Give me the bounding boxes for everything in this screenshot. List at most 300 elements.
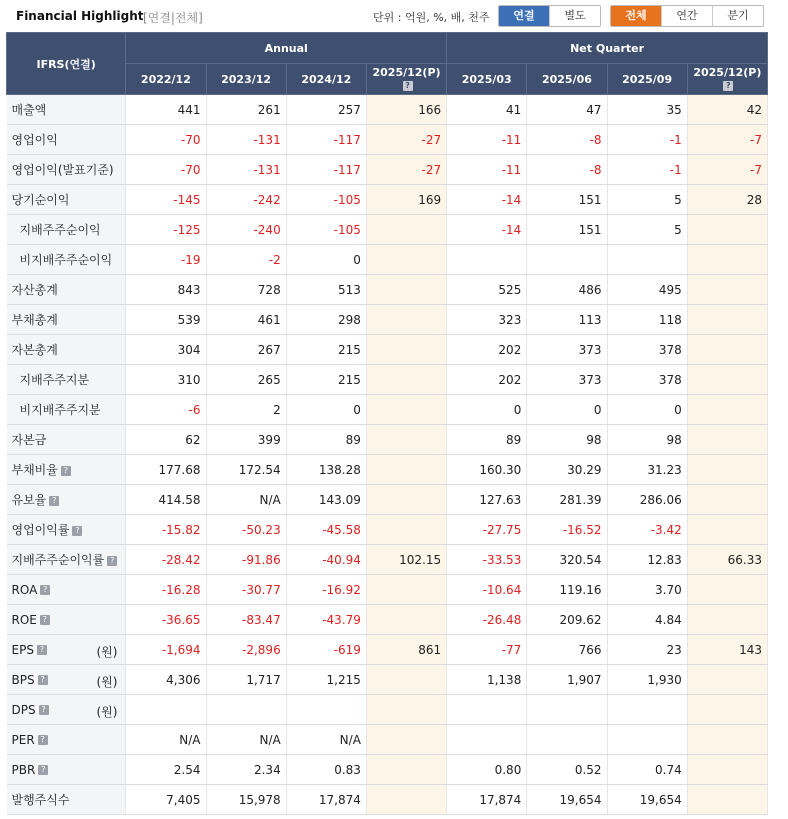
value-cell: 0.74 [607, 755, 687, 785]
value-cell [366, 575, 446, 605]
column-header [527, 64, 607, 95]
value-cell [366, 425, 446, 455]
value-cell: -19 [126, 245, 206, 275]
column-header-label: 2025/12(P) [372, 66, 441, 79]
value-cell: -14 [447, 185, 527, 215]
value-cell: -83.47 [206, 605, 286, 635]
column-header [687, 64, 767, 95]
value-cell [366, 665, 446, 695]
value-cell: 2.34 [206, 755, 286, 785]
column-header [366, 64, 446, 95]
value-cell: -27 [366, 125, 446, 155]
row-label-cell [7, 485, 126, 515]
corner-header: IFRS(연결) [7, 33, 126, 95]
period-toggle [610, 5, 764, 27]
table-row [7, 545, 768, 575]
row-label: 지배주주지분 [19, 373, 90, 387]
value-cell: 1,138 [447, 665, 527, 695]
help-icon[interactable]: ? [49, 496, 59, 506]
row-label: DPS [11, 702, 36, 717]
table-row [7, 605, 768, 635]
value-cell: -70 [126, 125, 206, 155]
value-cell: 138.28 [286, 455, 366, 485]
value-cell: 373 [527, 335, 607, 365]
help-icon[interactable]: ? [723, 81, 733, 91]
help-icon[interactable]: ? [39, 705, 49, 715]
row-label: 비지배주주지분 [19, 403, 101, 417]
table-row [7, 665, 768, 695]
value-cell: 525 [447, 275, 527, 305]
table-row [7, 455, 768, 485]
table-row [7, 425, 768, 455]
table-row [7, 785, 768, 815]
value-cell: 5 [607, 215, 687, 245]
value-cell [527, 695, 607, 725]
value-cell: 166 [366, 95, 446, 125]
value-cell: 310 [126, 365, 206, 395]
value-cell: 4.84 [607, 605, 687, 635]
row-label-cell [7, 155, 126, 185]
row-label: 지배주주순이익률 [11, 553, 105, 567]
value-cell [286, 695, 366, 725]
value-cell: 143.09 [286, 485, 366, 515]
value-cell: 267 [206, 335, 286, 365]
value-cell: 441 [126, 95, 206, 125]
value-cell: 2 [206, 395, 286, 425]
row-label: BPS [11, 672, 35, 687]
row-label: PER [11, 732, 35, 747]
period-quarter-button[interactable]: 분기 [713, 6, 763, 26]
row-unit: (원) [96, 645, 118, 659]
value-cell: 19,654 [607, 785, 687, 815]
row-label: 유보율 [11, 493, 47, 507]
value-cell [366, 725, 446, 755]
row-label-cell [7, 515, 126, 545]
row-label-cell [7, 725, 126, 755]
value-cell: 257 [286, 95, 366, 125]
value-cell: 0.83 [286, 755, 366, 785]
value-cell [687, 575, 767, 605]
row-label-cell [7, 455, 126, 485]
row-label: 당기순이익 [11, 193, 70, 207]
row-label: ROE [11, 612, 37, 627]
value-cell [447, 695, 527, 725]
row-label: 영업이익(발표기준) [11, 163, 114, 177]
value-cell: 215 [286, 335, 366, 365]
value-cell: -43.79 [286, 605, 366, 635]
value-cell: -70 [126, 155, 206, 185]
value-cell: -1 [607, 155, 687, 185]
value-cell [607, 245, 687, 275]
value-cell: 414.58 [126, 485, 206, 515]
consolidated-button[interactable]: 연결 [499, 6, 550, 26]
help-icon[interactable]: ? [37, 645, 47, 655]
value-cell [687, 395, 767, 425]
value-cell: -8 [527, 125, 607, 155]
value-cell [687, 755, 767, 785]
row-label-cell [7, 695, 126, 725]
value-cell: -240 [206, 215, 286, 245]
value-cell: 177.68 [126, 455, 206, 485]
row-label: 부채비율 [11, 463, 58, 477]
table-row [7, 185, 768, 215]
row-label-cell [7, 575, 126, 605]
help-icon[interactable]: ? [40, 615, 50, 625]
value-cell: -1,694 [126, 635, 206, 665]
value-cell: 373 [527, 365, 607, 395]
table-row [7, 245, 768, 275]
value-cell: 304 [126, 335, 206, 365]
value-cell: N/A [206, 725, 286, 755]
value-cell: 1,717 [206, 665, 286, 695]
value-cell [447, 725, 527, 755]
value-cell: -36.65 [126, 605, 206, 635]
row-label-cell [7, 215, 126, 245]
value-cell: 19,654 [527, 785, 607, 815]
value-cell: -11 [447, 125, 527, 155]
column-header [286, 64, 366, 95]
value-cell: 102.15 [366, 545, 446, 575]
column-header-label: 2025/09 [622, 72, 673, 86]
row-label-cell [7, 125, 126, 155]
table-row [7, 635, 768, 665]
value-cell: N/A [286, 725, 366, 755]
value-cell [366, 515, 446, 545]
value-cell [366, 275, 446, 305]
table-row [7, 395, 768, 425]
value-cell [607, 725, 687, 755]
value-cell: 30.29 [527, 455, 607, 485]
section-title: Financial Highlight [16, 9, 144, 23]
value-cell: 202 [447, 335, 527, 365]
value-cell: 143 [687, 635, 767, 665]
row-label-cell [7, 95, 126, 125]
value-cell: 215 [286, 365, 366, 395]
table-body [7, 95, 768, 815]
row-label-cell [7, 245, 126, 275]
value-cell [126, 695, 206, 725]
value-cell: 89 [447, 425, 527, 455]
table-row [7, 515, 768, 545]
value-cell: -619 [286, 635, 366, 665]
help-icon[interactable]: ? [38, 735, 48, 745]
value-cell: 378 [607, 365, 687, 395]
value-cell [366, 755, 446, 785]
table-row [7, 305, 768, 335]
highlight-toolbar [6, 0, 768, 32]
value-cell: -15.82 [126, 515, 206, 545]
value-cell [687, 455, 767, 485]
row-label: 영업이익률 [11, 523, 70, 537]
value-cell: -2,896 [206, 635, 286, 665]
value-cell [687, 725, 767, 755]
value-cell: -77 [447, 635, 527, 665]
value-cell: 766 [527, 635, 607, 665]
value-cell: 0 [527, 395, 607, 425]
value-cell: 843 [126, 275, 206, 305]
value-cell: -131 [206, 155, 286, 185]
value-cell: -91.86 [206, 545, 286, 575]
row-label-cell [7, 425, 126, 455]
value-cell [607, 695, 687, 725]
quarter-group-header: Net Quarter [447, 33, 768, 64]
table-row [7, 125, 768, 155]
help-icon[interactable]: ? [38, 675, 48, 685]
value-cell: -1 [607, 125, 687, 155]
value-cell: 728 [206, 275, 286, 305]
row-label-cell [7, 335, 126, 365]
value-cell: 286.06 [607, 485, 687, 515]
value-cell: -242 [206, 185, 286, 215]
row-label-cell [7, 185, 126, 215]
value-cell: 513 [286, 275, 366, 305]
row-label: PBR [11, 762, 36, 777]
value-cell: -14 [447, 215, 527, 245]
value-cell [687, 515, 767, 545]
value-cell: -105 [286, 185, 366, 215]
value-cell: 172.54 [206, 455, 286, 485]
value-cell: 0 [286, 395, 366, 425]
value-cell [527, 245, 607, 275]
value-cell: 202 [447, 365, 527, 395]
value-cell: 118 [607, 305, 687, 335]
column-header [126, 64, 206, 95]
row-label-cell [7, 635, 126, 665]
value-cell: 0.80 [447, 755, 527, 785]
column-header [607, 64, 687, 95]
value-cell: 3.70 [607, 575, 687, 605]
table-row [7, 95, 768, 125]
table-row [7, 725, 768, 755]
value-cell: -2 [206, 245, 286, 275]
row-label-cell [7, 395, 126, 425]
value-cell: 119.16 [527, 575, 607, 605]
value-cell: 265 [206, 365, 286, 395]
column-header-label: 2022/12 [140, 72, 191, 86]
value-cell: -40.94 [286, 545, 366, 575]
value-cell: N/A [126, 725, 206, 755]
value-cell: 35 [607, 95, 687, 125]
period-all-button[interactable]: 전체 [611, 6, 662, 26]
value-cell: 0.52 [527, 755, 607, 785]
column-header-label: 2025/03 [461, 72, 512, 86]
value-cell: 169 [366, 185, 446, 215]
help-icon[interactable]: ? [403, 81, 413, 91]
table-row [7, 335, 768, 365]
value-cell: 98 [607, 425, 687, 455]
value-cell [687, 335, 767, 365]
value-cell: 47 [527, 95, 607, 125]
value-cell: -27 [366, 155, 446, 185]
value-cell [366, 395, 446, 425]
value-cell: 160.30 [447, 455, 527, 485]
value-cell [366, 305, 446, 335]
value-cell: -16.92 [286, 575, 366, 605]
row-label-cell [7, 305, 126, 335]
row-label: 자본총계 [11, 343, 58, 357]
value-cell: 42 [687, 95, 767, 125]
value-cell: 0 [607, 395, 687, 425]
value-cell: 539 [126, 305, 206, 335]
value-cell: 495 [607, 275, 687, 305]
column-header-label: 2025/06 [541, 72, 592, 86]
value-cell: 127.63 [447, 485, 527, 515]
help-icon[interactable]: ? [40, 585, 50, 595]
value-cell: -117 [286, 125, 366, 155]
value-cell [687, 785, 767, 815]
value-cell: -3.42 [607, 515, 687, 545]
table-row [7, 755, 768, 785]
row-label: 비지배주주순이익 [19, 253, 113, 267]
separate-button[interactable]: 별도 [550, 6, 600, 26]
value-cell: 15,978 [206, 785, 286, 815]
row-label: 자본금 [11, 433, 47, 447]
row-label: 자산총계 [11, 283, 58, 297]
value-cell: -8 [527, 155, 607, 185]
value-cell [687, 365, 767, 395]
value-cell: 399 [206, 425, 286, 455]
row-label: 지배주주순이익 [19, 223, 101, 237]
column-header-label: 2023/12 [221, 72, 272, 86]
value-cell: 17,874 [447, 785, 527, 815]
table-row [7, 365, 768, 395]
help-icon[interactable]: ? [107, 556, 117, 566]
value-cell: 17,874 [286, 785, 366, 815]
value-cell: N/A [206, 485, 286, 515]
period-annual-button[interactable]: 연간 [662, 6, 713, 26]
value-cell: -30.77 [206, 575, 286, 605]
value-cell: 31.23 [607, 455, 687, 485]
row-label: 부채총계 [11, 313, 58, 327]
value-cell: -27.75 [447, 515, 527, 545]
value-cell: 1,930 [607, 665, 687, 695]
value-cell: -7 [687, 155, 767, 185]
value-cell [366, 605, 446, 635]
value-cell: -50.23 [206, 515, 286, 545]
row-label: 매출액 [11, 103, 47, 117]
row-label-cell [7, 275, 126, 305]
value-cell [366, 215, 446, 245]
value-cell: 23 [607, 635, 687, 665]
value-cell: 298 [286, 305, 366, 335]
value-cell: 151 [527, 185, 607, 215]
value-cell [366, 485, 446, 515]
value-cell: 62 [126, 425, 206, 455]
value-cell [687, 305, 767, 335]
value-cell: 5 [607, 185, 687, 215]
row-label: ROA [11, 582, 38, 597]
financial-highlight-table [6, 32, 768, 815]
value-cell [687, 665, 767, 695]
help-icon[interactable]: ? [72, 526, 82, 536]
value-cell: 2.54 [126, 755, 206, 785]
value-cell: 113 [527, 305, 607, 335]
value-cell: 320.54 [527, 545, 607, 575]
value-cell: 281.39 [527, 485, 607, 515]
column-header [206, 64, 286, 95]
value-cell: -33.53 [447, 545, 527, 575]
value-cell [366, 695, 446, 725]
unit-text: 단위 : 억원, %, 배, 천주 [373, 11, 490, 24]
value-cell: -145 [126, 185, 206, 215]
value-cell [687, 485, 767, 515]
column-header-label: 2024/12 [301, 72, 352, 86]
value-cell: -45.58 [286, 515, 366, 545]
value-cell [687, 275, 767, 305]
row-label-cell [7, 785, 126, 815]
row-label-cell [7, 605, 126, 635]
value-cell [687, 215, 767, 245]
value-cell: 1,907 [527, 665, 607, 695]
value-cell: 323 [447, 305, 527, 335]
row-unit: (원) [96, 675, 118, 689]
value-cell [447, 245, 527, 275]
value-cell: -117 [286, 155, 366, 185]
value-cell [366, 335, 446, 365]
value-cell: -11 [447, 155, 527, 185]
table-row [7, 155, 768, 185]
value-cell [687, 245, 767, 275]
row-unit: (원) [96, 705, 118, 719]
row-label: 발행주식수 [11, 793, 70, 807]
value-cell: 261 [206, 95, 286, 125]
row-label-cell [7, 665, 126, 695]
row-label-cell [7, 545, 126, 575]
help-icon[interactable]: ? [38, 765, 48, 775]
value-cell: 861 [366, 635, 446, 665]
value-cell: -6 [126, 395, 206, 425]
value-cell: 7,405 [126, 785, 206, 815]
value-cell: 12.83 [607, 545, 687, 575]
value-cell: 89 [286, 425, 366, 455]
value-cell: 66.33 [687, 545, 767, 575]
column-header-label: 2025/12(P) [693, 66, 762, 79]
value-cell [206, 695, 286, 725]
table-row [7, 575, 768, 605]
value-cell: -16.28 [126, 575, 206, 605]
value-cell: -105 [286, 215, 366, 245]
row-label-cell [7, 365, 126, 395]
value-cell [687, 695, 767, 725]
section-subtitle: [연결|전체] [143, 11, 203, 25]
value-cell [527, 725, 607, 755]
table-row [7, 275, 768, 305]
help-icon[interactable]: ? [61, 466, 71, 476]
value-cell: 1,215 [286, 665, 366, 695]
value-cell: 151 [527, 215, 607, 245]
value-cell [687, 605, 767, 635]
value-cell [366, 245, 446, 275]
table-row [7, 215, 768, 245]
value-cell: 486 [527, 275, 607, 305]
table-row [7, 695, 768, 725]
value-cell [366, 365, 446, 395]
row-label-cell [7, 755, 126, 785]
row-label: 영업이익 [11, 133, 58, 147]
value-cell: -26.48 [447, 605, 527, 635]
value-cell: 41 [447, 95, 527, 125]
value-cell: 4,306 [126, 665, 206, 695]
value-cell [366, 455, 446, 485]
value-cell: 98 [527, 425, 607, 455]
value-cell: -7 [687, 125, 767, 155]
consolidation-toggle [498, 5, 601, 27]
value-cell: -28.42 [126, 545, 206, 575]
value-cell [366, 785, 446, 815]
value-cell: 378 [607, 335, 687, 365]
value-cell: -16.52 [527, 515, 607, 545]
column-header [447, 64, 527, 95]
